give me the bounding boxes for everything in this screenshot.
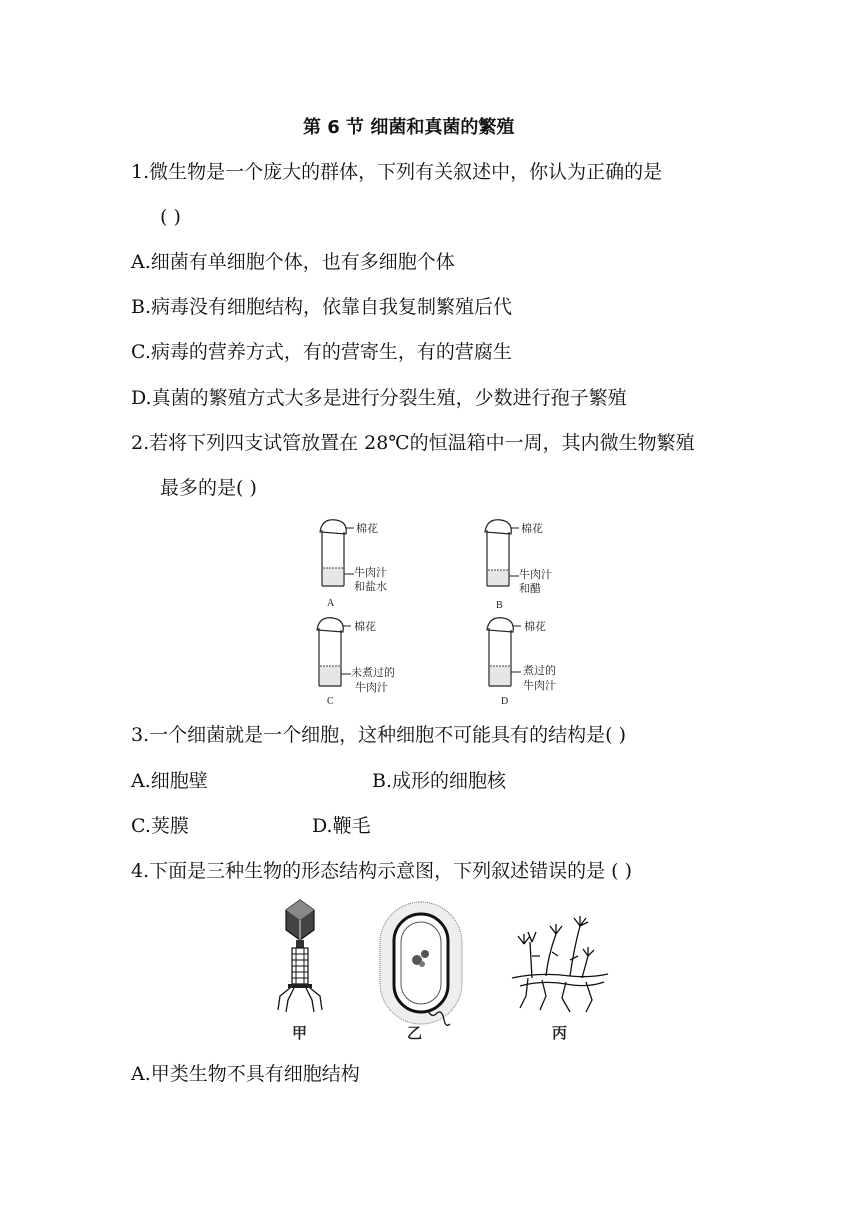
q3-option-d: D.鞭毛 xyxy=(312,815,371,837)
tube-b-liquid-label-1: 牛肉汁 xyxy=(519,568,552,581)
section-title: 第 6 节 细菌和真菌的繁殖 xyxy=(303,117,515,138)
q1-option-d: D.真菌的繁殖方式大多是进行分裂生殖，少数进行孢子繁殖 xyxy=(131,387,627,409)
q3-option-b: B.成形的细胞核 xyxy=(372,770,507,792)
mold-illustration xyxy=(512,916,608,1042)
tube-d-letter: D xyxy=(501,696,509,707)
q4-stem-line1: 4.下面是三种生物的形态结构示意图，下列叙述错误的是 ( ) xyxy=(131,860,633,882)
q1-option-b: B.病毒没有细胞结构，依靠自我复制繁殖后代 xyxy=(131,296,513,318)
caption-yi: 乙 xyxy=(407,1024,423,1042)
bacterium-illustration xyxy=(380,902,462,1042)
test-tube-figure xyxy=(300,512,600,708)
caption-bing: 丙 xyxy=(552,1024,568,1042)
q3-option-a: A.细胞壁 xyxy=(131,770,208,792)
caption-jia: 甲 xyxy=(292,1024,308,1042)
tube-c-liquid-label-2: 牛肉汁 xyxy=(355,681,388,694)
tube-b-top-label: 棉花 xyxy=(521,522,543,535)
q1-stem-line1: 1.微生物是一个庞大的群体，下列有关叙述中，你认为正确的是 xyxy=(131,161,663,183)
q3-stem-line1: 3.一个细菌就是一个细胞，这种细胞不可能具有的结构是( ) xyxy=(131,724,626,746)
q1-option-a: A.细菌有单细胞个体，也有多细胞个体 xyxy=(131,251,455,273)
test-tube-d xyxy=(487,618,556,707)
q3-option-c: C.荚膜 xyxy=(131,815,189,837)
q1-option-c: C.病毒的营养方式，有的营寄生，有的营腐生 xyxy=(131,341,512,363)
tube-c-letter: C xyxy=(327,696,334,707)
tube-a-top-label: 棉花 xyxy=(356,522,378,535)
virus-illustration xyxy=(278,900,322,1042)
test-tube-c xyxy=(317,618,395,707)
q2-stem-line1: 2.若将下列四支试管放置在 28℃的恒温箱中一周，其内微生物繁殖 xyxy=(131,432,695,454)
tube-a-liquid-label-1: 牛肉汁 xyxy=(354,566,387,579)
q2-stem-line2: 最多的是( ) xyxy=(160,477,257,499)
tube-b-liquid-label-2: 和醋 xyxy=(519,582,541,595)
tube-d-liquid-label-1: 煮过的 xyxy=(523,664,556,677)
tube-d-top-label: 棉花 xyxy=(524,620,546,633)
organisms-figure xyxy=(270,896,620,1046)
q1-stem-line2: ( ) xyxy=(160,206,181,228)
test-tube-a xyxy=(320,520,387,609)
tube-b-letter: B xyxy=(496,600,503,611)
tube-a-letter: A xyxy=(327,598,335,609)
tube-d-liquid-label-2: 牛肉汁 xyxy=(523,679,556,692)
test-tube-b xyxy=(485,520,552,611)
tube-c-liquid-label-1: 未煮过的 xyxy=(351,666,395,679)
tube-c-top-label: 棉花 xyxy=(354,620,376,633)
q4-option-a: A.甲类生物不具有细胞结构 xyxy=(131,1063,360,1085)
tube-a-liquid-label-2: 和盐水 xyxy=(354,580,387,593)
